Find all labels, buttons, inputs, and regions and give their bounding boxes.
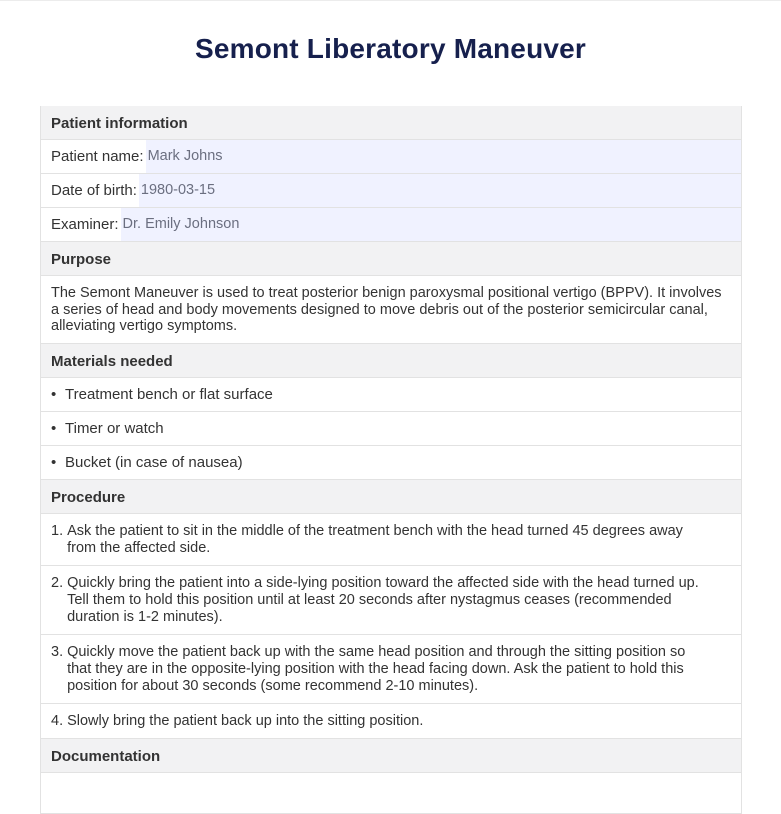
step-text: Ask the patient to sit in the middle of the treatment bench with the head turned 45 degrees away from the affected side. [67, 522, 683, 556]
patient-name-row [41, 140, 741, 174]
procedure-step [41, 635, 741, 704]
step-text: Slowly bring the patient back up into the sitting position. [67, 712, 424, 729]
top-divider [0, 0, 781, 1]
patient-name-field[interactable]: Mark Johns [146, 140, 741, 173]
procedure-step [41, 704, 741, 739]
maneuver-form [40, 106, 742, 814]
section-heading-documentation: Documentation [41, 739, 741, 773]
material-label: Treatment bench or flat surface [65, 385, 273, 403]
date-of-birth-field[interactable]: 1980-03-15 [139, 174, 741, 207]
step-text: Quickly move the patient back up with the same head position and through the sitting position so that they are in the opposite-lying position with the head facing down. Ask the patient to hold this position for about 30 seconds (some recommend 2-10 minutes). [67, 643, 686, 694]
step-number: 4. [51, 712, 64, 729]
examiner-row [41, 208, 741, 242]
bullet-icon: • [51, 419, 57, 437]
step-number: 3. [51, 643, 64, 660]
step-text: Quickly bring the patient into a side-lying position toward the affected side with the head turned up. Tell them to hold this position until at least 20 seconds after nystagmus ceases (recommended duration is 1-2 minutes). [67, 574, 699, 625]
page-title: Semont Liberatory Maneuver [194, 33, 587, 64]
procedure-step [41, 566, 741, 635]
date-of-birth-label: Date of birth: [51, 182, 137, 199]
section-heading-purpose: Purpose [41, 242, 741, 276]
section-heading-patient-information: Patient information [41, 106, 741, 140]
step-number: 1. [51, 522, 64, 539]
step-number: 2. [51, 574, 64, 591]
examiner-label: Examiner: [51, 216, 119, 233]
section-heading-procedure: Procedure [41, 480, 741, 514]
bullet-icon: • [51, 385, 57, 403]
patient-name-label: Patient name: [51, 148, 144, 165]
material-label: Bucket (in case of nausea) [65, 453, 243, 471]
examiner-field[interactable]: Dr. Emily Johnson [121, 208, 741, 241]
procedure-step [41, 514, 741, 566]
material-label: Timer or watch [65, 419, 164, 437]
bullet-icon: • [51, 453, 57, 471]
date-of-birth-row [41, 174, 741, 208]
list-item [41, 446, 741, 480]
list-item [41, 412, 741, 446]
list-item [41, 378, 741, 412]
section-heading-materials: Materials needed [41, 344, 741, 378]
documentation-row [41, 773, 741, 814]
purpose-text: The Semont Maneuver is used to treat posterior benign paroxysmal positional vertigo (BPPV). It involves a series of head and body movements designed to move debris out of the posterior semicircular canal, alleviating vertigo symptoms. [41, 276, 741, 344]
